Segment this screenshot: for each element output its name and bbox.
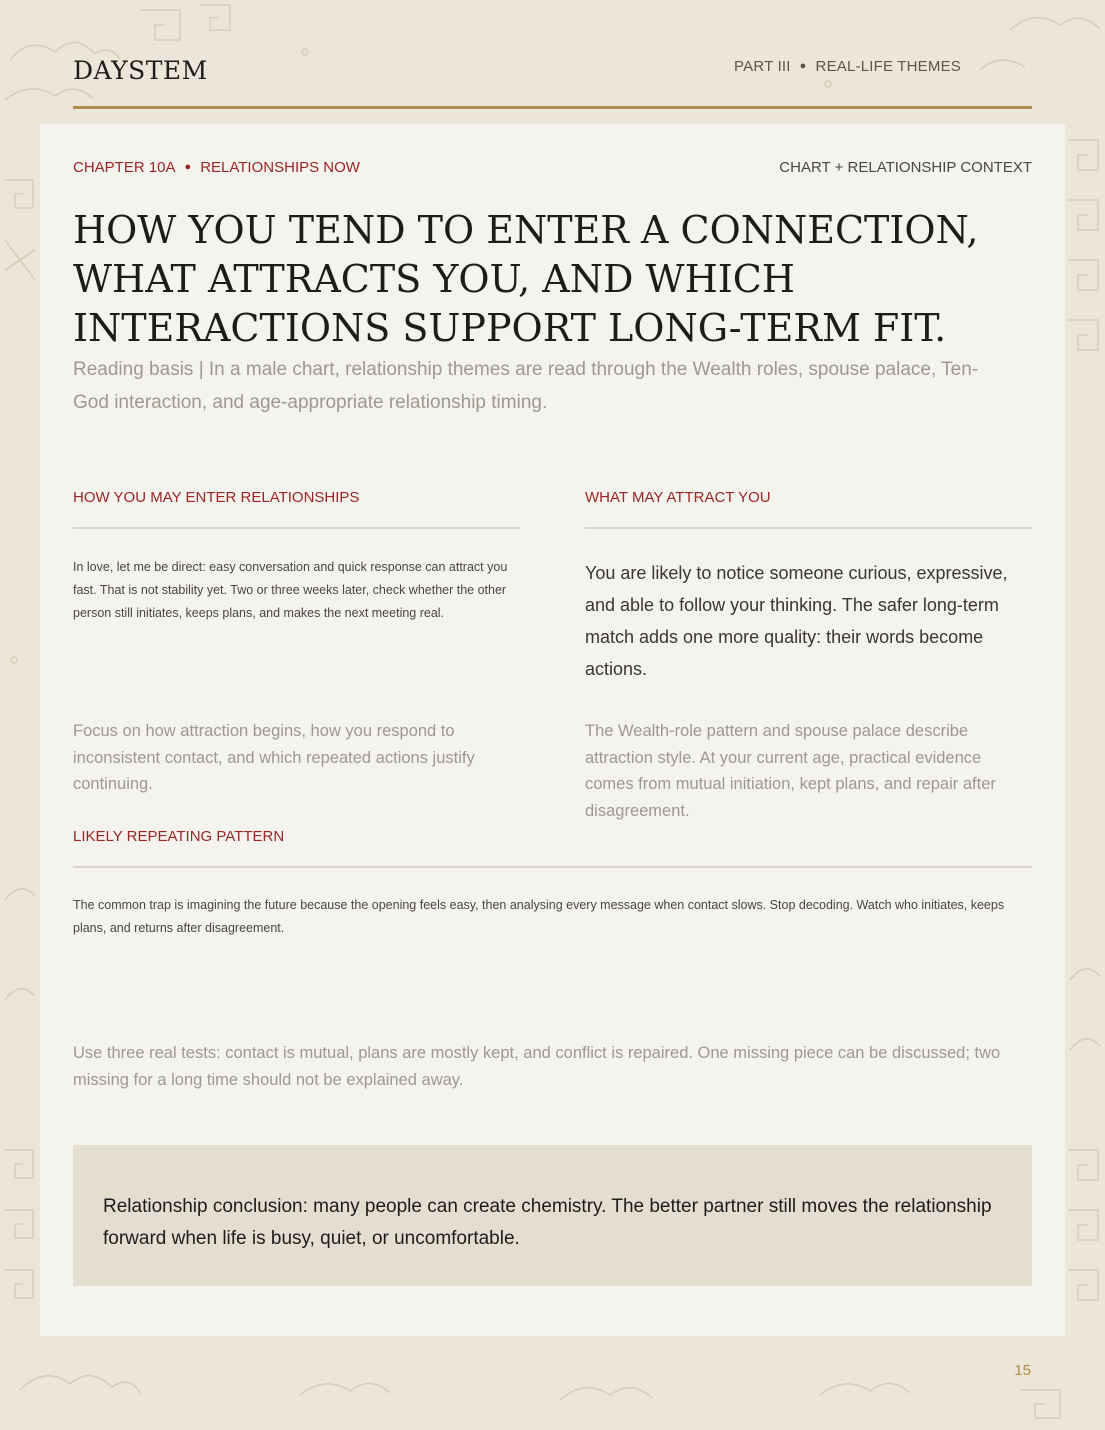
section-note-attract: The Wealth-role pattern and spouse palace describe attraction style. At your current age, practical evidence comes from mutual initiation, kept plans, and repair after disagreement. — [585, 722, 996, 820]
section-body-pattern: The common trap is imagining the future because the opening feels easy, then analysing every message when contact slows. Stop decoding. Watch who initiates, keeps plans, and returns after disagreement. — [73, 898, 1005, 935]
page-subtitle: Reading basis | In a male chart, relationship themes are read through the Wealth roles, spouse palace, Ten-God interaction, and age-appropriate relationship timing. — [73, 359, 979, 413]
conclusion-callout — [73, 1145, 1032, 1286]
section-rule-pattern — [73, 866, 1032, 868]
section-note-enter: Focus on how attraction begins, how you respond to inconsistent contact, and which repeated actions justify continuing. — [73, 722, 475, 793]
section-rule-attract — [585, 527, 1032, 529]
section-body-enter: In love, let me be direct: easy conversation and quick response can attract you fast. That is not stability yet. Two or three weeks later, check whether the other person still initiates, keeps plans, and makes the next meeting real. — [73, 560, 508, 620]
page-number: 15 — [1014, 1362, 1031, 1379]
section-heading-attract: WHAT MAY ATTRACT YOU — [585, 489, 771, 506]
header-rule — [73, 106, 1032, 109]
section-heading-enter: HOW YOU MAY ENTER RELATIONSHIPS — [73, 489, 360, 506]
section-label: REAL-LIFE THEMES — [815, 58, 961, 75]
page-title: HOW YOU TEND TO ENTER A CONNECTION, WHAT ATTRACTS YOU, AND WHICH INTERACTIONS SUPPORT LONG-TERM FIT. — [73, 208, 979, 350]
section-heading-pattern: LIKELY REPEATING PATTERN — [73, 828, 285, 845]
separator-dot-icon: ● — [799, 60, 807, 72]
chapter-eyebrow — [73, 159, 360, 176]
section-rule-enter — [73, 527, 520, 529]
chapter-context: CHART + RELATIONSHIP CONTEXT — [779, 159, 1032, 176]
section-note-pattern: Use three real tests: contact is mutual, plans are mostly kept, and conflict is repaired. One missing piece can be discussed; two missing for a long time should not be explained away. — [73, 1044, 1001, 1089]
chapter-name: RELATIONSHIPS NOW — [200, 159, 360, 176]
brand-logo: DAYSTEM — [73, 56, 208, 85]
chapter-label: CHAPTER 10A — [73, 159, 176, 176]
running-head — [734, 58, 961, 75]
separator-dot-icon: ● — [184, 161, 192, 173]
conclusion-text: Relationship conclusion: many people can create chemistry. The better partner still moves the relationship forward when life is busy, quiet, or uncomfortable. — [103, 1196, 992, 1249]
part-label: PART III — [734, 58, 791, 75]
section-body-attract: You are likely to notice someone curious, expressive, and able to follow your thinking. The safer long-term match adds one more quality: their words become actions. — [585, 563, 1008, 679]
